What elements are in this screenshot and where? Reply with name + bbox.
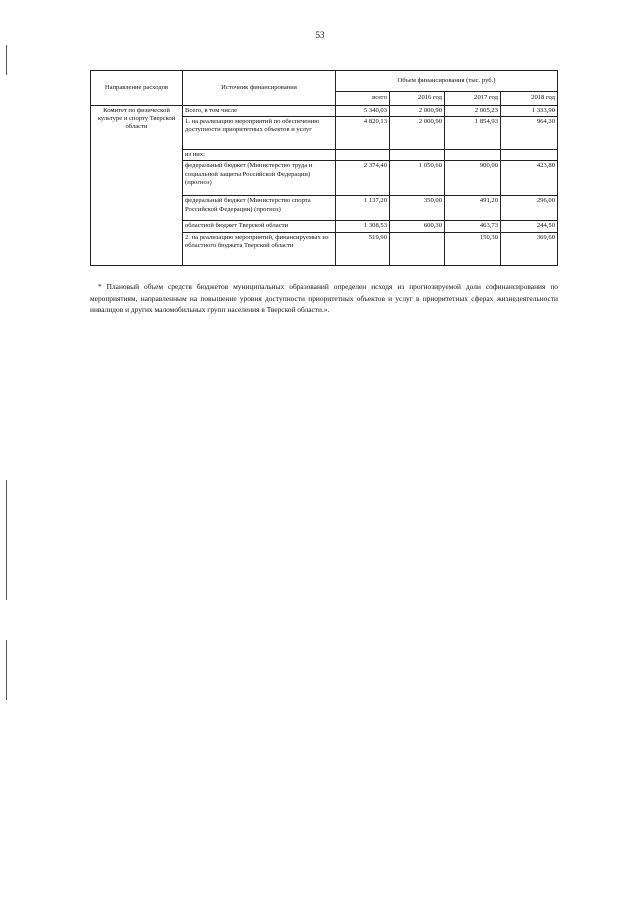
value-cell: 4 820,13 [336,117,390,150]
value-cell [390,232,445,265]
value-cell: 519,90 [336,232,390,265]
header-2018: 2018 год [501,92,558,106]
source-cell: федеральный бюджет (Министерство спорта Российской Федерации) (прогноз) [183,196,336,221]
header-source: Источник финансирования [183,71,336,106]
value-cell: 1 854,93 [445,117,501,150]
page-number: 53 [315,30,325,40]
value-cell: 5 340,03 [336,106,390,117]
value-cell: 2 000,90 [390,106,445,117]
value-cell: 491,20 [445,196,501,221]
value-cell: 463,73 [445,221,501,232]
table-header-row [91,71,558,92]
value-cell: 900,00 [445,161,501,196]
header-direction: Направление расходов [91,71,183,106]
header-volume: Объем финансирования (тыс. руб.) [336,71,558,92]
value-cell: 350,00 [390,196,445,221]
department-cell: Комитет по физической культуре и спорту Тверской области [91,106,183,266]
value-cell: 964,30 [501,117,558,150]
value-cell: 1 333,90 [501,106,558,117]
value-cell: 600,30 [390,221,445,232]
source-cell: из них: [183,150,336,161]
scan-margin-line [6,45,7,75]
scan-margin-line [6,480,7,600]
header-2016: 2016 год [390,92,445,106]
value-cell [336,150,390,161]
value-cell: 1 050,60 [390,161,445,196]
value-cell: 2 000,90 [390,117,445,150]
header-total: всего [336,92,390,106]
value-cell [501,150,558,161]
value-cell: 1 137,20 [336,196,390,221]
financing-table [90,70,558,266]
footnote: * Плановый объем средств бюджетов муниципальных образований определен исходя из прогнозируемой доли софинансирования по мероприятиям, направленным на повышение уровня доступности приоритетных объектов и услуг в приоритетных сферах жизнедеятельности инвалидов и других маломобильных групп населения в Тверской области.». [90,282,558,314]
value-cell: 2 005,23 [445,106,501,117]
scan-margin-line [6,640,7,700]
value-cell: 244,50 [501,221,558,232]
source-cell: областной бюджет Тверской области [183,221,336,232]
value-cell: 423,80 [501,161,558,196]
header-2017: 2017 год [445,92,501,106]
source-cell: Всего, в том числе [183,106,336,117]
value-cell: 150,30 [445,232,501,265]
source-cell: федеральный бюджет (Министерство труда и социальной защиты Российской Федерации) (прогноз) [183,161,336,196]
source-cell: 1. на реализацию мероприятий по обеспечению доступности приоритетных объектов и услуг [183,117,336,150]
value-cell: 369,60 [501,232,558,265]
value-cell: 2 374,40 [336,161,390,196]
value-cell [390,150,445,161]
source-cell: 2. на реализацию мероприятий, финансируемых из областного бюджета Тверской области [183,232,336,265]
value-cell: 296,00 [501,196,558,221]
table-row [91,106,558,117]
value-cell [445,150,501,161]
value-cell: 1 308,53 [336,221,390,232]
